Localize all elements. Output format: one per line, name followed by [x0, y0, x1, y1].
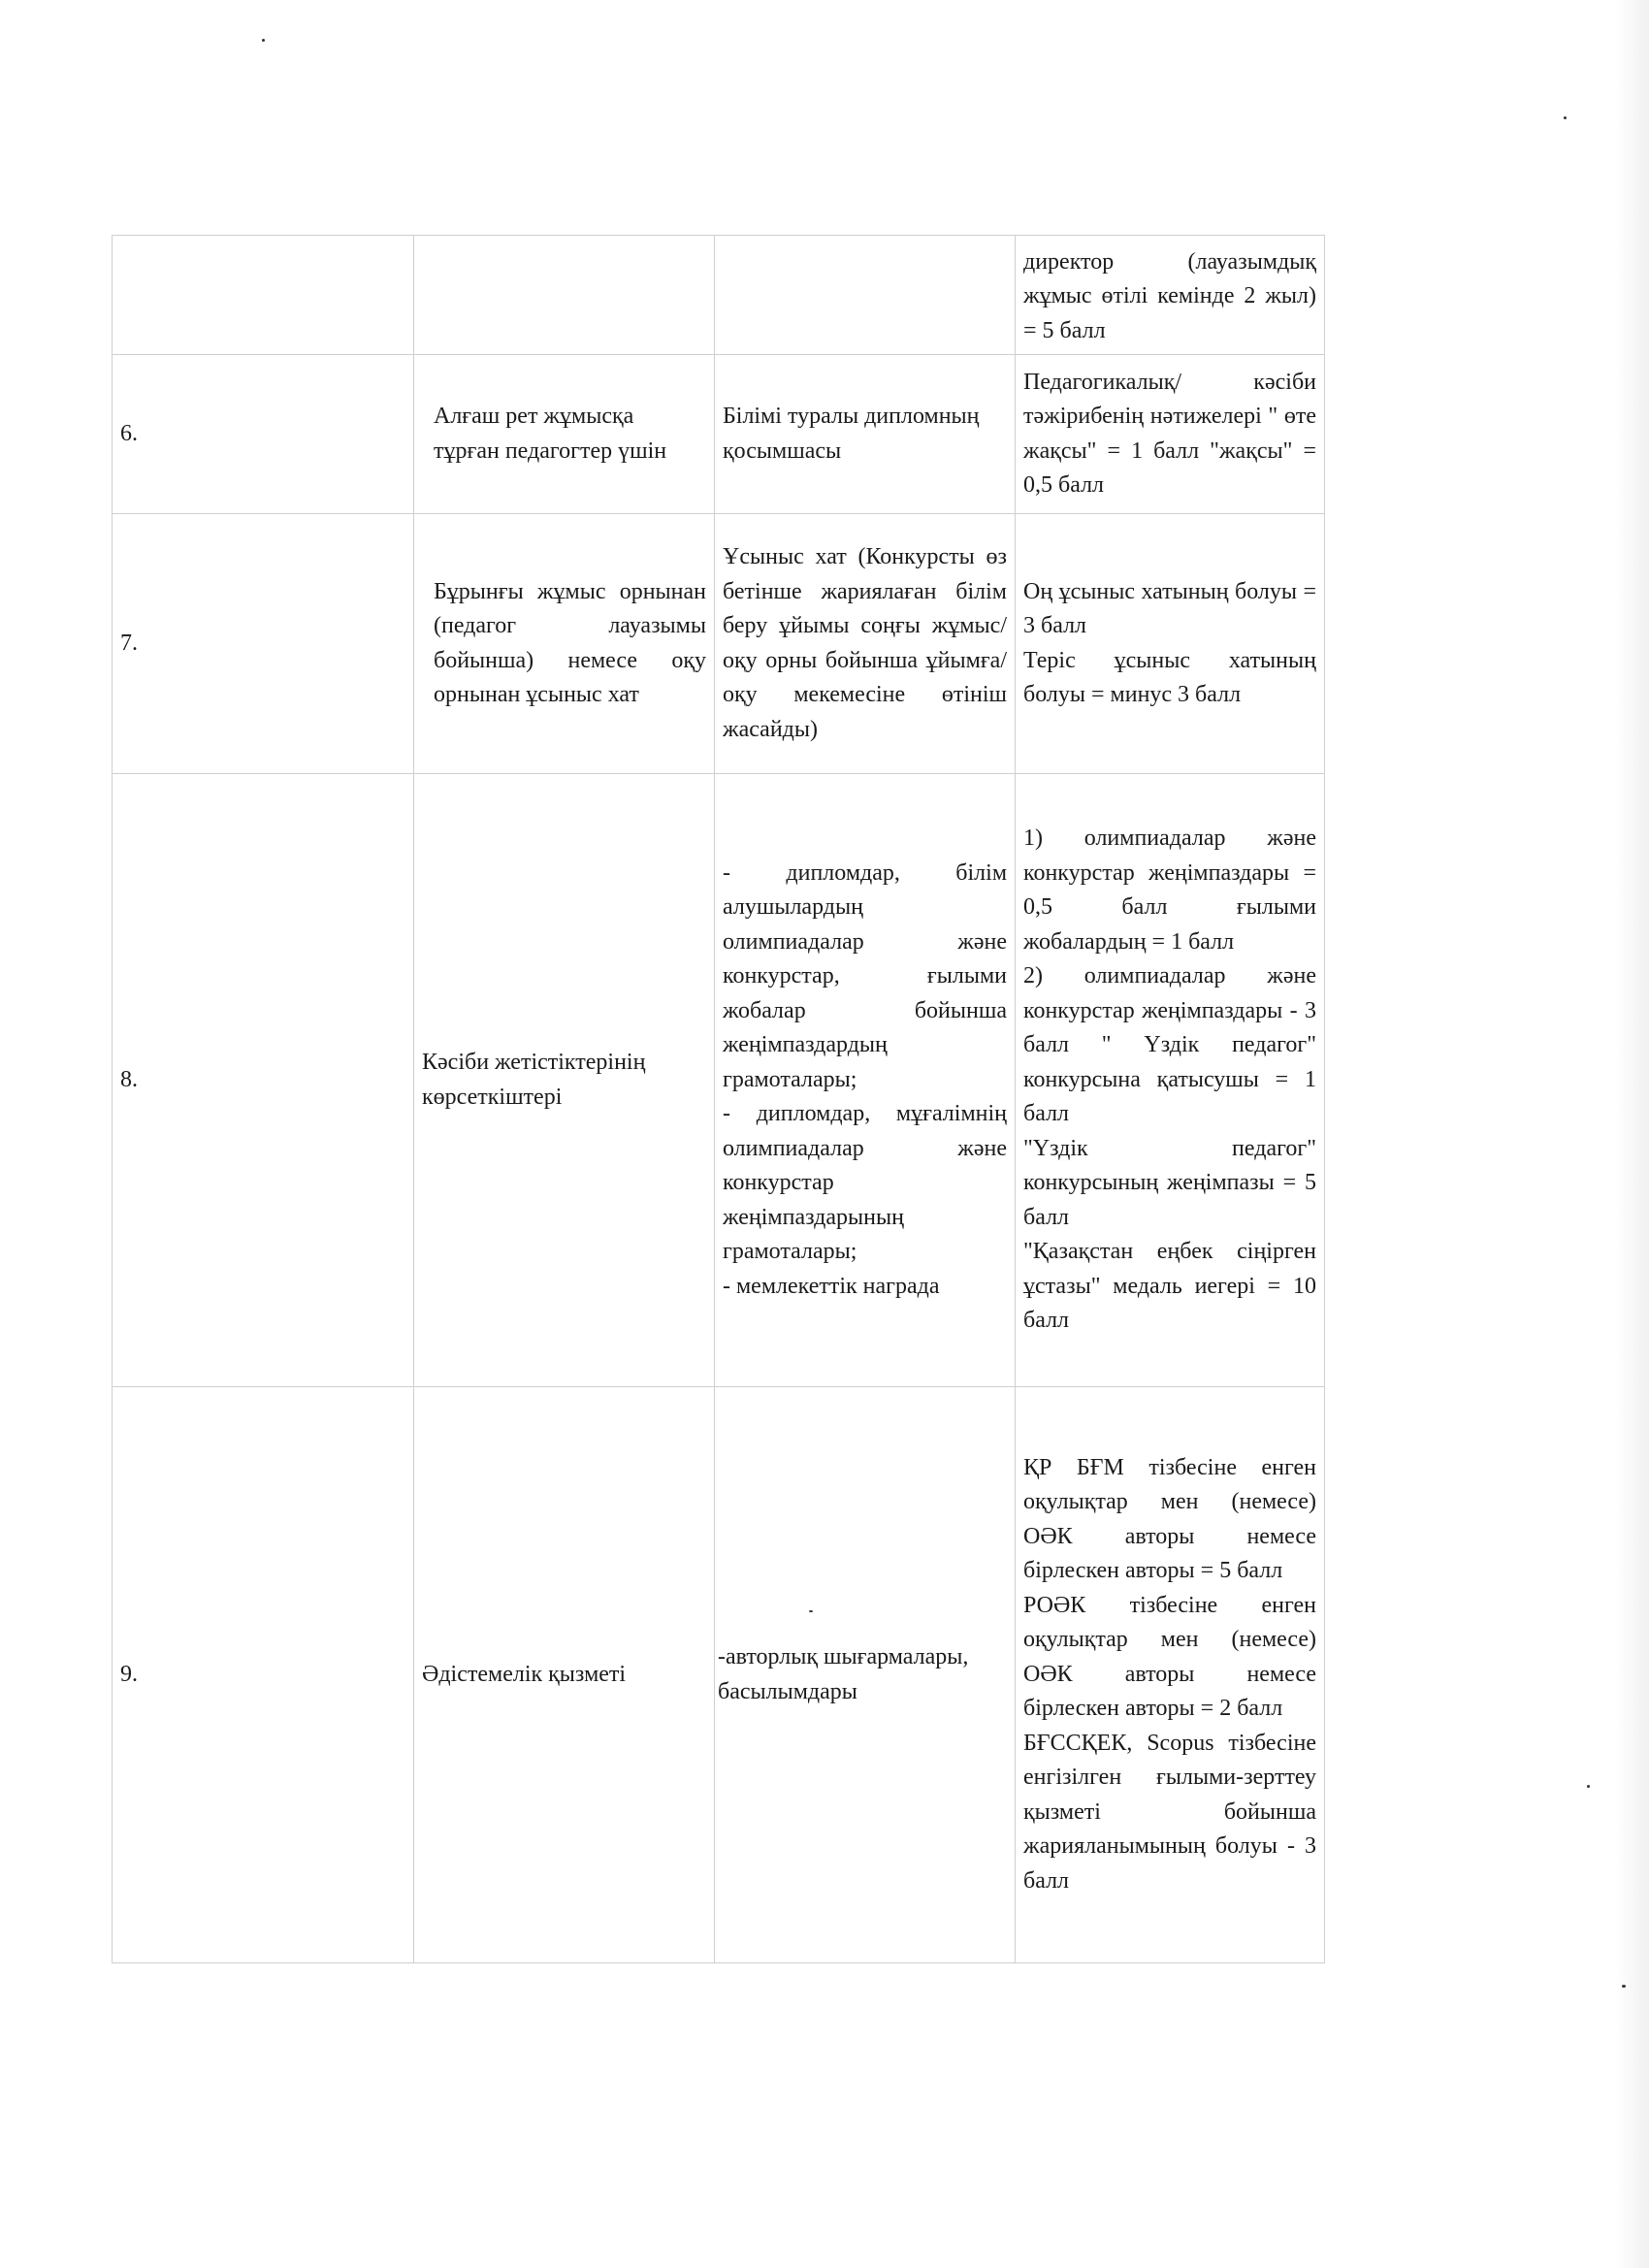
table-row — [113, 514, 1325, 774]
scan-speck — [1587, 1785, 1590, 1788]
criterion-cell: Кәсіби жетістіктерінің көрсеткіштері — [414, 774, 715, 1387]
scoring-line: Педагогикалық/ кәсіби тәжірибенің нәтижелері " өте жақсы" = 1 балл "жақсы" = 0,5 балл — [1023, 369, 1316, 498]
table-row — [113, 774, 1325, 1387]
scoring-line: БҒССҚЕК, Scopus тізбесіне енгізілген ғылыми-зерттеу қызметі бойынша жарияланымының болуы - 3 балл — [1023, 1730, 1316, 1894]
document-cell: Ұсыныс хат (Конкурсты өз бетінше жариялаған білім беру ұйымы соңғы жұмыс/оқу орны бойынша ұйымға/оқу мекемесіне өтініш жасайды) — [715, 514, 1016, 774]
scoring-line: 2) олимпиадалар және конкурстар жеңімпаздары - 3 балл " Үздік педагог" конкурсына қатысушы = 1 балл — [1023, 963, 1316, 1127]
scoring-line: "Қазақстан еңбек сіңірген ұстазы" медаль иегері = 10 балл — [1023, 1239, 1316, 1334]
criterion-cell: Бұрынғы жұмыс орнынан (педагог лауазымы бойынша) немесе оқу орнынан ұсыныс хат — [414, 514, 715, 774]
criterion-cell: Алғаш рет жұмысқа тұрған педагогтер үшін — [414, 355, 715, 514]
page-edge-shadow — [1614, 0, 1649, 2268]
document-line: - дипломдар, мұғалімнің олимпиадалар және конкурстар жеңімпаздарының грамоталары; — [723, 1101, 1007, 1265]
document-line: - мемлекеттік награда — [723, 1273, 940, 1299]
table-row — [113, 1387, 1325, 1963]
scan-speck — [262, 39, 265, 42]
row-number: 6. — [113, 355, 414, 514]
scoring-line: "Үздік педагог" конкурсының жеңімпазы = 5 балл — [1023, 1135, 1316, 1230]
scoring-line: РОӘК тізбесіне енген оқулықтар мен (немесе) ОӘК авторы немесе бірлескен авторы = 2 балл — [1023, 1592, 1316, 1722]
row-number: 9. — [113, 1387, 414, 1963]
scoring-cell — [1016, 236, 1325, 355]
criterion-cell — [414, 236, 715, 355]
scoring-line: Теріс ұсыныс хатының болуы = минус 3 балл — [1023, 647, 1316, 707]
row-number — [113, 236, 414, 355]
document-cell: Білімі туралы дипломның қосымшасы — [715, 355, 1016, 514]
table-row — [113, 236, 1325, 355]
document-line: - дипломдар, білім алушылардың олимпиадалар және конкурстар, ғылыми жобалар бойынша жеңімпаздардың грамоталары; — [723, 859, 1007, 1092]
criterion-cell: Әдістемелік қызметі — [414, 1387, 715, 1963]
scoring-cell — [1016, 1387, 1325, 1963]
scoring-line: директор (лауазымдық жұмыс өтілі кемінде 2 жыл) = 5 балл — [1023, 248, 1316, 343]
row-number: 7. — [113, 514, 414, 774]
row-number: 8. — [113, 774, 414, 1387]
document-cell — [715, 236, 1016, 355]
table-row — [113, 355, 1325, 514]
document-cell: -авторлық шығармалары, басылымдары — [715, 1387, 1016, 1963]
scoring-line: Оң ұсыныс хатының болуы = 3 балл — [1023, 578, 1316, 638]
scan-speck — [1564, 116, 1567, 119]
scoring-line: 1) олимпиадалар және конкурстар жеңімпаздары = 0,5 балл ғылыми жобалардың = 1 балл — [1023, 826, 1316, 955]
scan-speck — [1622, 1985, 1626, 1988]
scoring-criteria-table — [112, 235, 1325, 1963]
scoring-cell — [1016, 514, 1325, 774]
scoring-line: ҚР БҒМ тізбесіне енген оқулықтар мен (немесе) ОӘК авторы немесе бірлескен авторы = 5 балл — [1023, 1454, 1316, 1584]
scoring-cell — [1016, 355, 1325, 514]
document-cell — [715, 774, 1016, 1387]
scoring-cell — [1016, 774, 1325, 1387]
